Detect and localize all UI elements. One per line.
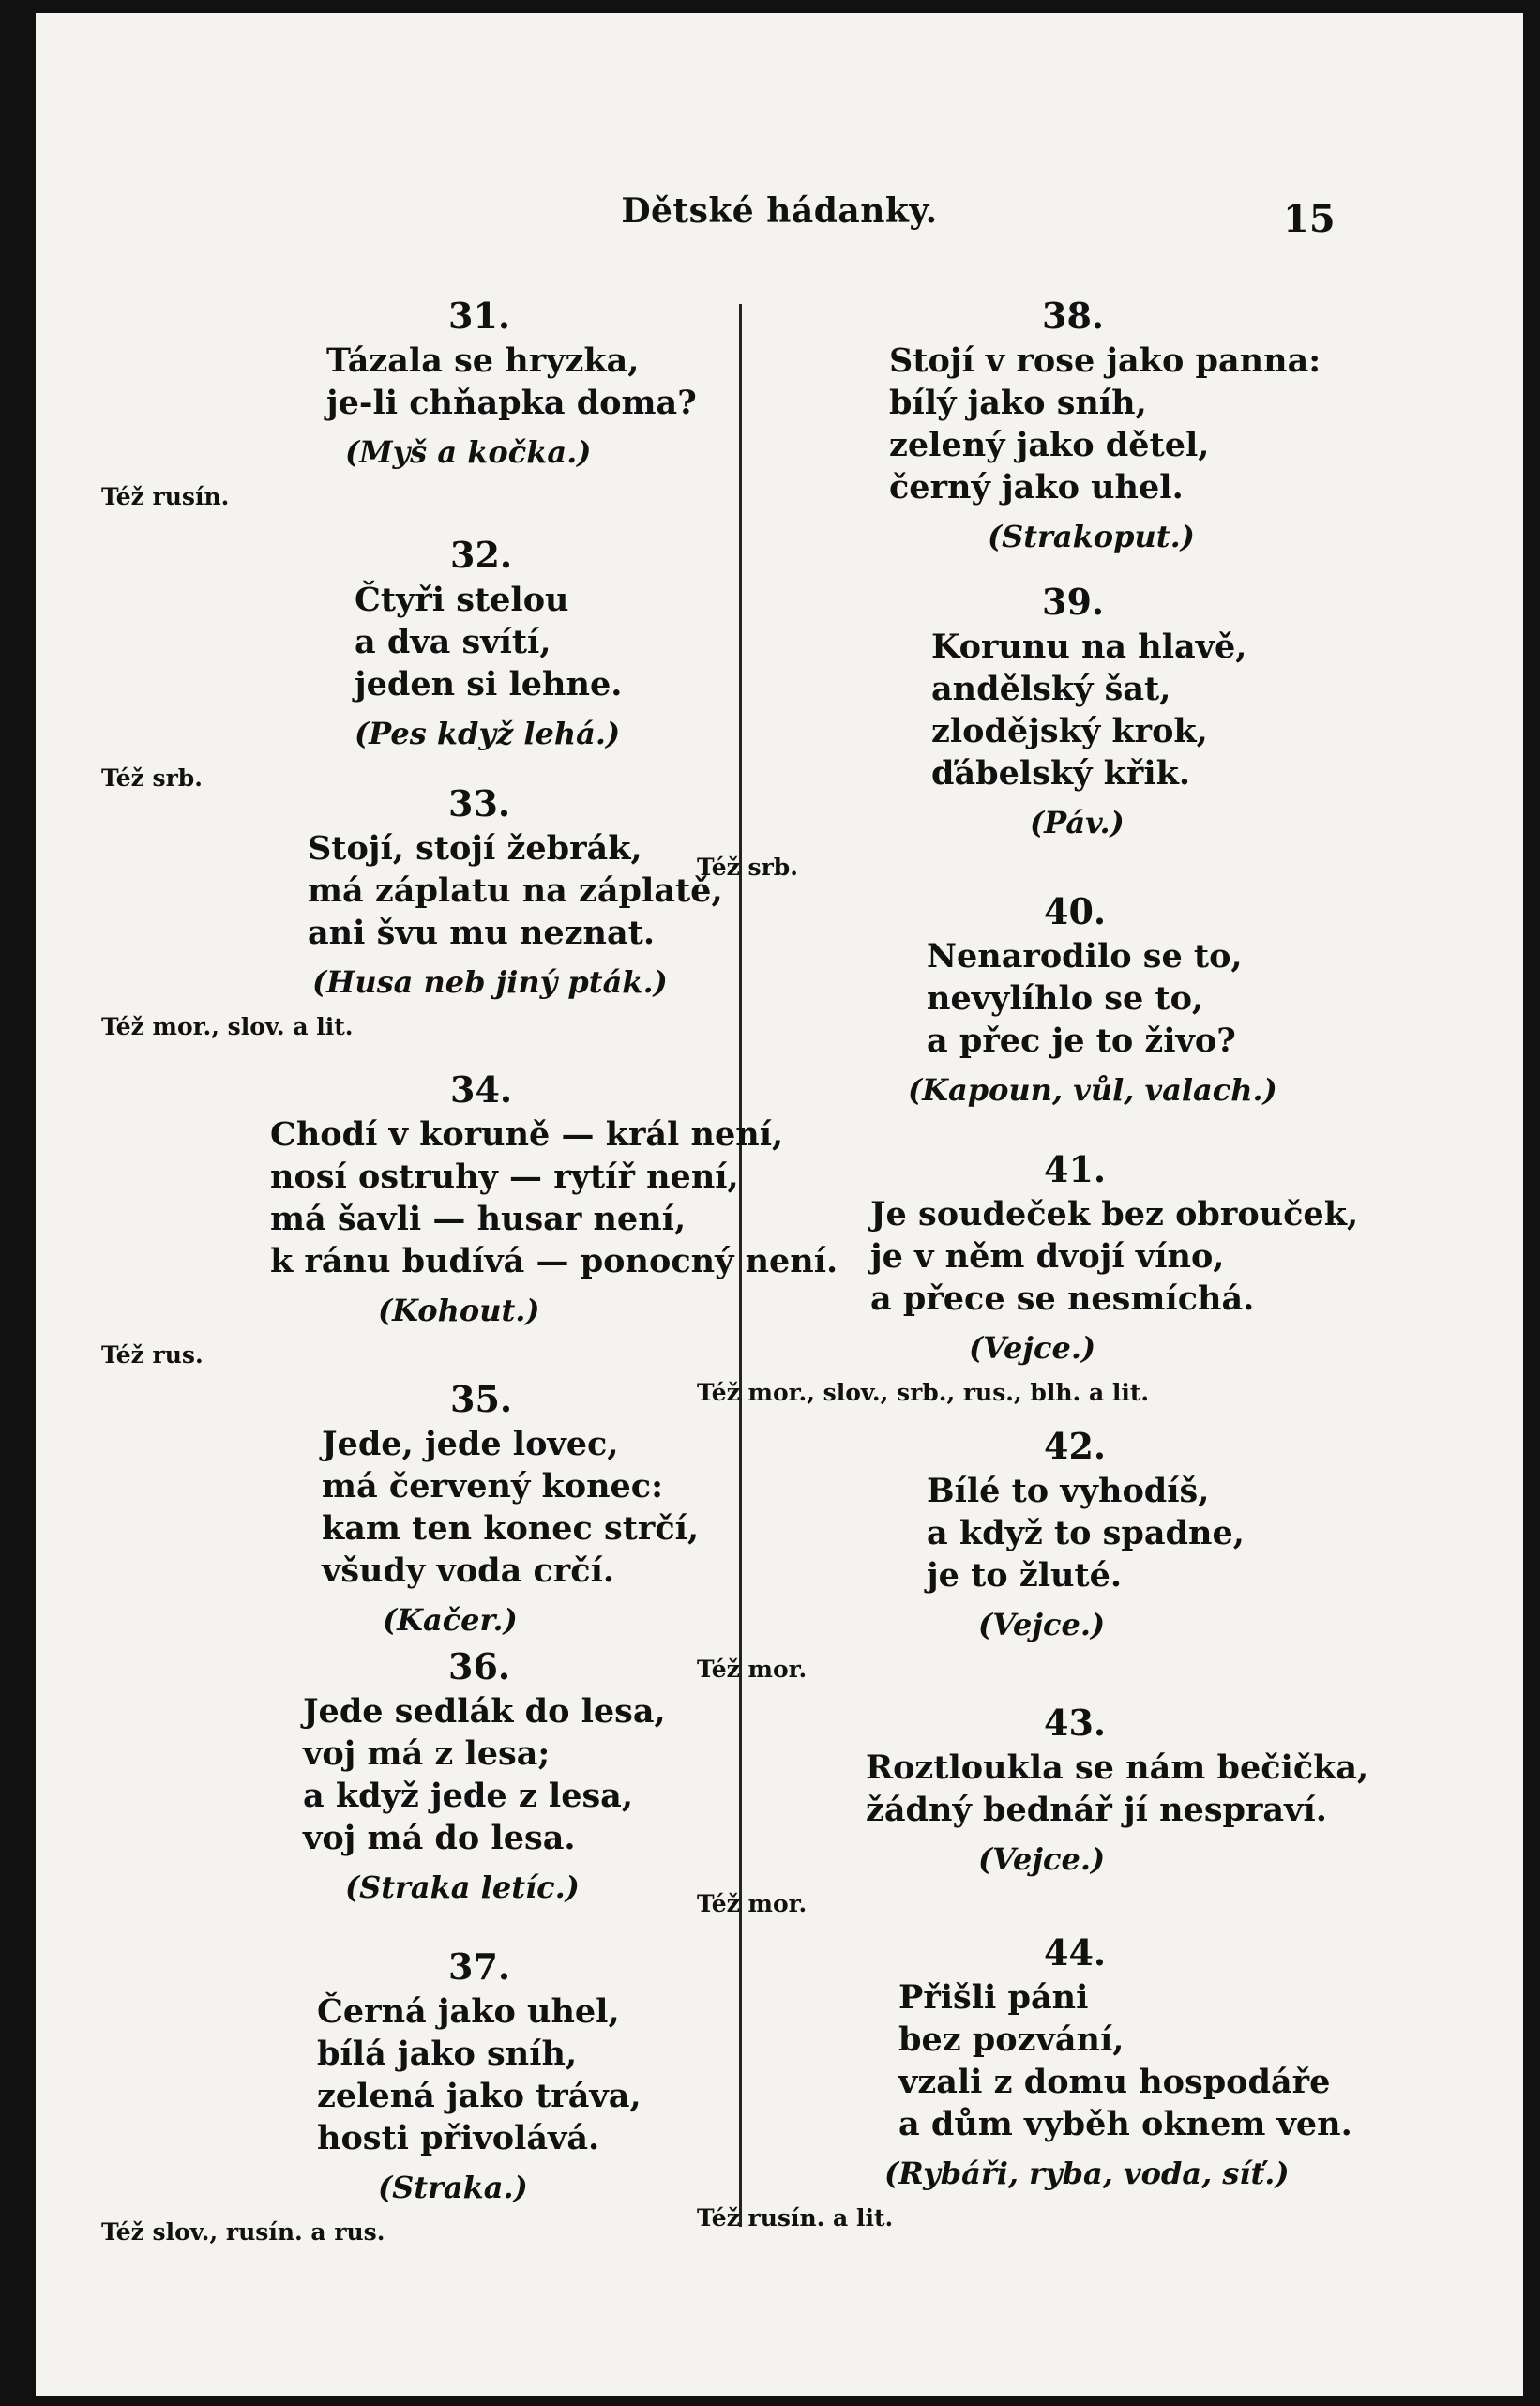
variant-note: Též mor. xyxy=(697,1656,808,1683)
riddle-line: nosí ostruhy — rytíř není, xyxy=(270,1158,739,1196)
riddle-line: Stojí v rose jako panna: xyxy=(889,341,1321,380)
riddle-line: a dva svítí, xyxy=(355,623,551,661)
riddle-number: 43. xyxy=(1044,1702,1107,1744)
riddle-number: 44. xyxy=(1044,1931,1107,1974)
riddle-answer: (Vejce.) xyxy=(978,1607,1106,1642)
riddle-line: Stojí, stojí žebrák, xyxy=(308,829,642,868)
riddle-38 xyxy=(753,295,1410,559)
riddle-line: Přišli páni xyxy=(898,1978,1089,2017)
riddle-answer: (Straka letíc.) xyxy=(345,1869,580,1905)
riddle-line: Chodí v koruně — král není, xyxy=(270,1115,784,1154)
riddle-line: má šavli — husar není, xyxy=(270,1200,687,1238)
riddle-line: kam ten konec strčí, xyxy=(322,1509,700,1548)
riddle-line: je v něm dvojí víno, xyxy=(870,1237,1225,1276)
riddle-line: má červený konec: xyxy=(322,1467,664,1506)
riddle-answer: (Páv.) xyxy=(1030,805,1125,840)
riddle-44 xyxy=(697,1931,1410,2235)
riddle-answer: (Vejce.) xyxy=(969,1330,1096,1366)
riddle-line: je to žluté. xyxy=(927,1556,1123,1595)
riddle-40 xyxy=(753,890,1410,1112)
riddle-31 xyxy=(101,295,786,514)
variant-note: Též rusín. xyxy=(101,483,230,510)
riddle-line: k ránu budívá — ponocný není. xyxy=(270,1242,838,1280)
riddle-answer: (Kohout.) xyxy=(378,1293,540,1328)
riddle-35 xyxy=(158,1378,786,1642)
riddle-answer: (Rybáři, ryba, voda, síť.) xyxy=(884,2156,1290,2191)
riddle-33 xyxy=(101,782,786,1044)
variant-note: Též rusín. a lit. xyxy=(697,2204,894,2232)
riddle-line: žádný bednář jí nespraví. xyxy=(866,1791,1327,1829)
riddle-line: zlodějský krok, xyxy=(931,712,1208,750)
riddle-line: Korunu na hlavě, xyxy=(931,628,1247,666)
variant-note: Též rus. xyxy=(101,1341,204,1369)
variant-note: Též mor. xyxy=(697,1890,808,1917)
riddle-34 xyxy=(101,1068,838,1372)
riddle-42 xyxy=(697,1425,1410,1687)
riddle-line: Bílé to vyhodíš, xyxy=(927,1472,1210,1510)
riddle-line: jeden si lehne. xyxy=(355,665,623,704)
riddle-line: andělský šat, xyxy=(931,670,1171,708)
riddle-number: 34. xyxy=(450,1068,513,1111)
variant-note: Též srb. xyxy=(697,854,798,881)
riddle-answer: (Kačer.) xyxy=(383,1602,518,1638)
riddle-line: a když to spadne, xyxy=(927,1514,1245,1552)
book-page xyxy=(36,13,1523,2396)
riddle-32 xyxy=(101,534,786,795)
page-number: 15 xyxy=(1283,197,1336,241)
riddle-line: je-li chňapka doma? xyxy=(326,384,697,422)
riddle-number: 37. xyxy=(448,1945,511,1988)
riddle-line: Černá jako uhel, xyxy=(317,1992,620,2031)
riddle-line: a přece se nesmíchá. xyxy=(870,1279,1255,1318)
riddle-line: nevylíhlo se to, xyxy=(927,979,1204,1018)
riddle-line: a když jede z lesa, xyxy=(303,1777,634,1815)
riddle-line: Nenarodilo se to, xyxy=(927,937,1243,976)
riddle-36 xyxy=(158,1645,786,1910)
riddle-answer: (Myš a kočka.) xyxy=(345,434,592,470)
riddle-line: voj má z lesa; xyxy=(303,1734,551,1773)
riddle-line: bílá jako sníh, xyxy=(317,2035,578,2073)
riddle-line: Jede, jede lovec, xyxy=(322,1425,619,1463)
riddle-line: hosti přivolává. xyxy=(317,2119,600,2157)
riddle-line: bez pozvání, xyxy=(898,2020,1125,2059)
riddle-line: Čtyři stelou xyxy=(355,581,569,619)
riddle-37 xyxy=(101,1945,786,2249)
riddle-line: Tázala se hryzka, xyxy=(326,341,640,380)
riddle-line: vzali z domu hospodáře xyxy=(898,2063,1331,2101)
riddle-line: Je soudeček bez obrouček, xyxy=(870,1195,1359,1233)
riddle-answer: (Pes když lehá.) xyxy=(355,716,621,751)
riddle-line: má záplatu na záplatě, xyxy=(308,871,723,910)
riddle-number: 32. xyxy=(450,534,513,576)
variant-note: Též slov., rusín. a rus. xyxy=(101,2218,385,2246)
riddle-number: 35. xyxy=(450,1378,513,1420)
variant-note: Též mor., slov. a lit. xyxy=(101,1013,354,1040)
riddle-answer: (Kapoun, vůl, valach.) xyxy=(908,1072,1277,1108)
riddle-number: 42. xyxy=(1044,1425,1107,1467)
riddle-line: bílý jako sníh, xyxy=(889,384,1147,422)
riddle-answer: (Husa neb jiný pták.) xyxy=(312,964,668,1000)
riddle-number: 40. xyxy=(1044,890,1107,932)
riddle-41 xyxy=(697,1148,1410,1410)
riddle-number: 33. xyxy=(448,782,511,825)
riddle-39 xyxy=(697,581,1410,885)
riddle-line: všudy voda crčí. xyxy=(322,1551,615,1590)
riddle-line: ďábelský křik. xyxy=(931,754,1191,793)
riddle-line: zelený jako dětel, xyxy=(889,426,1210,464)
running-header: Dětské hádanky. xyxy=(621,191,938,231)
riddle-line: ani švu mu neznat. xyxy=(308,914,656,952)
riddle-line: Roztloukla se nám bečička, xyxy=(866,1748,1369,1787)
riddle-number: 41. xyxy=(1044,1148,1107,1190)
riddle-number: 39. xyxy=(1042,581,1105,623)
variant-note: Též mor., slov., srb., rus., blh. a lit. xyxy=(697,1379,1150,1406)
variant-note: Též srb. xyxy=(101,764,203,792)
riddle-number: 38. xyxy=(1042,295,1105,337)
riddle-line: voj má do lesa. xyxy=(303,1819,576,1857)
riddle-number: 31. xyxy=(448,295,511,337)
riddle-line: zelená jako tráva, xyxy=(317,2077,642,2115)
riddle-line: a dům vyběh oknem ven. xyxy=(898,2105,1352,2143)
riddle-answer: (Vejce.) xyxy=(978,1841,1106,1877)
riddle-answer: (Straka.) xyxy=(378,2170,528,2205)
riddle-line: černý jako uhel. xyxy=(889,468,1184,507)
riddle-answer: (Strakoput.) xyxy=(988,519,1195,554)
riddle-43 xyxy=(697,1702,1410,1921)
riddle-line: Jede sedlák do lesa, xyxy=(303,1692,666,1731)
riddle-number: 36. xyxy=(448,1645,511,1687)
riddle-line: a přec je to živo? xyxy=(927,1021,1236,1060)
